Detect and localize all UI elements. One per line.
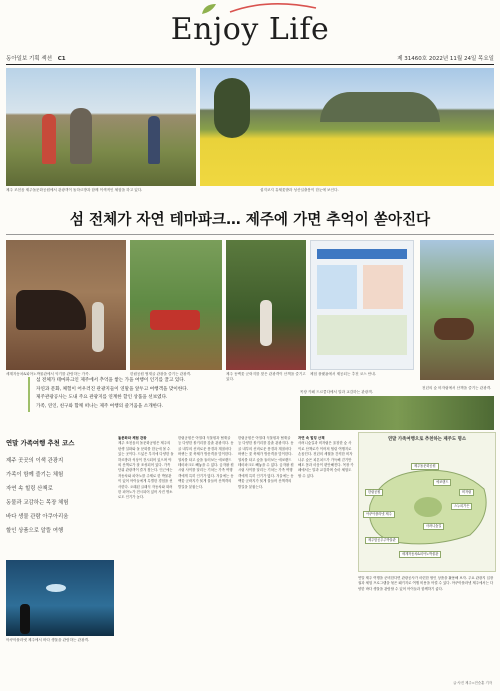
article-column-5 <box>358 576 494 676</box>
sidebar-line: 가족이 함께 즐기는 체험 <box>6 472 64 478</box>
photo-camellia <box>226 240 306 370</box>
masthead-title: Enjoy Life <box>170 12 330 47</box>
piano-shape <box>16 290 86 330</box>
photo-platform-screen <box>310 240 414 370</box>
map-label: 사려니숲길 <box>423 523 444 530</box>
photo-canola-field <box>200 68 494 186</box>
horse-shape <box>434 318 474 340</box>
photo-bijarim-forest <box>300 396 494 430</box>
sidebar-line: 동물과 교감하는 목장 체험 <box>6 500 69 506</box>
screen-header-bar <box>317 249 407 259</box>
map-label: 한림공원 <box>365 489 383 496</box>
photo-piano-museum <box>6 240 126 370</box>
visitor-figure <box>42 114 56 164</box>
main-headline: 섬 전체가 자연 테마파크… 제주에 가면 추억이 쏟아진다 <box>69 211 431 228</box>
article-column-4 <box>298 436 354 676</box>
sidebar-line: 제주 곳곳의 이색 관광지 <box>6 458 64 464</box>
visitor-figure <box>148 116 160 164</box>
column-text: 제주 조천읍의 돌문화공원은 제주의 탄생 설화와 돌 문화를 한눈에 볼 수 있는 곳이다. 드넓은 부지에 다양한 돌하르방과 석상이 전시되어 있으며 야외 산책로가 잘 조성되어 있다. 가족 단위 관광객이 즐겨 찾는다. 인근에는 자동차와 피아노를 주제로 한 박물관이 있어 아이들에게 특별한 경험을 선사한다. 오래된 클래식 자동차와 화려한 피아노가 전시되어 있어 사진 명소로도 인기가 높다. <box>118 441 174 500</box>
article-column-1 <box>118 436 174 676</box>
column-text: 사려니숲길과 비자림은 울창한 숲 사이로 산책로가 이어져 힐링 여행지로 손꼽힌다. 천년의 세월을 간직한 비자나무 숲은 피톤치드가 가득해 걷기만 해도 몸과 마음이 편안해진다. 목장 카페에서는 말과 교감하며 승마 체험도 할 수 있다. <box>298 441 354 478</box>
photo-stone-park <box>6 68 196 186</box>
byline: 글·사진 제주=전승훈 기자 <box>453 681 492 685</box>
column-text: 한림공원은 아열대 식물원과 협재굴 등 다양한 볼거리를 갖춘 관광지다. 동굴 내부의 신비로운 풍경과 계절마다 바뀌는 꽃 축제가 방문객을 맞이한다. 열차를 타고 숲을 둘러보는 에코랜드 테마파크도 빼놓을 수 없다. 곶자왈 원시림 사이를 달리는 기차는 가족 여행객에게 특히 인기가 많다. 겨울에는 동백꽃 군락지가 붉게 물들어 산책객의 발길을 붙잡는다. <box>238 436 294 489</box>
sidebar-line: 바다 생물 관람 아쿠아리움 <box>6 514 69 520</box>
article-column-3 <box>238 436 294 676</box>
lead-line: 제주관광공사는 도내 주요 관광지를 연계한 할인 상품을 선보였다. <box>36 395 168 401</box>
photo-cave-train <box>130 240 222 370</box>
dol-hareubang-figure <box>70 108 92 164</box>
map-label: 아쿠아플라넷 제주 <box>363 511 395 518</box>
lead-line: 섬 전체가 테마파크인 제주에서 추억을 쌓는 가을 여행이 인기를 끌고 있다. <box>36 378 186 383</box>
map-label: 에코랜드 <box>433 479 451 486</box>
screen-content-block <box>317 315 407 355</box>
caption-right-1: 목장 카페 드르쿰다에서 말과 교감하는 관광객. <box>300 390 373 394</box>
issue-info: 제 31460호 2022년 11월 24일 목요일 <box>397 56 494 62</box>
map-label: 제주항공우주박물관 <box>365 537 399 544</box>
column-subhead: 돌문화와 체험 관광 <box>118 436 147 440</box>
headline-divider <box>6 234 494 235</box>
masthead <box>0 0 500 64</box>
visitor-figure <box>92 302 104 352</box>
page-number: C1 <box>57 56 66 62</box>
fish-shape <box>46 584 66 592</box>
photo-aquarium <box>6 560 114 636</box>
caption-mid-3: 제주 동백꽃 군락지를 찾은 관광객이 산책을 즐기고 있다. <box>226 372 306 381</box>
map-label: 스누피가든 <box>451 503 472 510</box>
sidebar-line: 할인 상품으로 알뜰 여행 <box>6 528 64 534</box>
sidebar-title: 연말 가족여행 추천 코스 <box>6 439 75 447</box>
caption-mid-1: 세계자동차&피아노박물관에서 악기를 관람하는 가족. <box>6 372 90 376</box>
caption-top-left: 제주 조천읍 제주돌문화공원에서 관광객이 돌하르방과 함께 이색적인 체험을 하고 있다. <box>6 188 143 192</box>
masthead-info-row <box>6 53 494 65</box>
map-label: 제주돌문화공원 <box>411 463 439 470</box>
screen-content-block <box>317 265 357 309</box>
map-label: 비자림 <box>459 489 474 496</box>
column-subhead: 자연 속 힐링 산책 <box>298 436 325 440</box>
lead-line: 자연과 문화, 체험이 어우러진 관광지들이 연말을 앞두고 여행객을 맞이한다. <box>36 386 189 392</box>
photo-horse-farm <box>420 240 494 380</box>
sidebar-line: 자연 속 힐링 산책로 <box>6 486 53 492</box>
map-title: 연말 가족여행으로 추천하는 제주도 명소 <box>387 437 467 442</box>
caption-top-right: 섭지코지 유채꽃밭과 성산일출봉이 한눈에 보인다. <box>260 188 339 192</box>
caption-mid-2: 한림공원 협재굴 관광을 즐기는 관광객. <box>130 372 192 376</box>
column-text: 연말 제주 여행을 준비한다면 관광공사가 마련한 할인 상품을 활용해 보자. 주요 관광지 입장권과 체험 프로그램을 묶은 패키지로 여행 비용을 아낄 수 있다. 아쿠아플라넷 제주에서는 다양한 바다 생물을 관람할 수 있어 아이들과 함께하기 좋다. <box>358 576 494 591</box>
tourist-map <box>358 432 496 572</box>
section-name: 동아일보 기획 섹션 <box>6 56 53 62</box>
lead-line: 가족, 연인, 친구와 함께 떠나는 제주 여행의 즐거움을 소개한다. <box>36 404 164 410</box>
caption-bottom-left: 아쿠아플라넷 제주에서 바다 생물을 관람하는 관광객. <box>6 638 90 642</box>
sidebar-list <box>6 454 106 538</box>
tree-silhouette <box>214 78 250 138</box>
caption-right-2: 천년의 숲 비자림에서 산책을 즐기는 관광객. <box>422 386 492 390</box>
section-label <box>6 53 66 65</box>
train-shape <box>150 310 200 330</box>
caption-mid-4: 체험 플랫폼에서 제공되는 추천 코스 안내. <box>310 372 376 376</box>
column-text: 한림공원은 아열대 식물원과 협재굴 등 다양한 볼거리를 갖춘 관광지다. 동굴 내부의 신비로운 풍경과 계절마다 바뀌는 꽃 축제가 방문객을 맞이한다. 열차를 타고 숲을 둘러보는 에코랜드 테마파크도 빼놓을 수 없다. 곶자왈 원시림 사이를 달리는 기차는 가족 여행객에게 특히 인기가 많다. 겨울에는 동백꽃 군락지가 붉게 물들어 산책객의 발길을 붙잡는다. <box>178 436 234 489</box>
article-column-2 <box>178 436 234 676</box>
ilchulbong-peak <box>320 92 440 122</box>
visitor-figure <box>260 300 272 346</box>
visitor-figure <box>20 604 30 634</box>
lead-paragraph <box>28 377 278 412</box>
screen-content-block <box>363 265 403 309</box>
map-label: 세계자동차&피아노박물관 <box>399 551 441 558</box>
